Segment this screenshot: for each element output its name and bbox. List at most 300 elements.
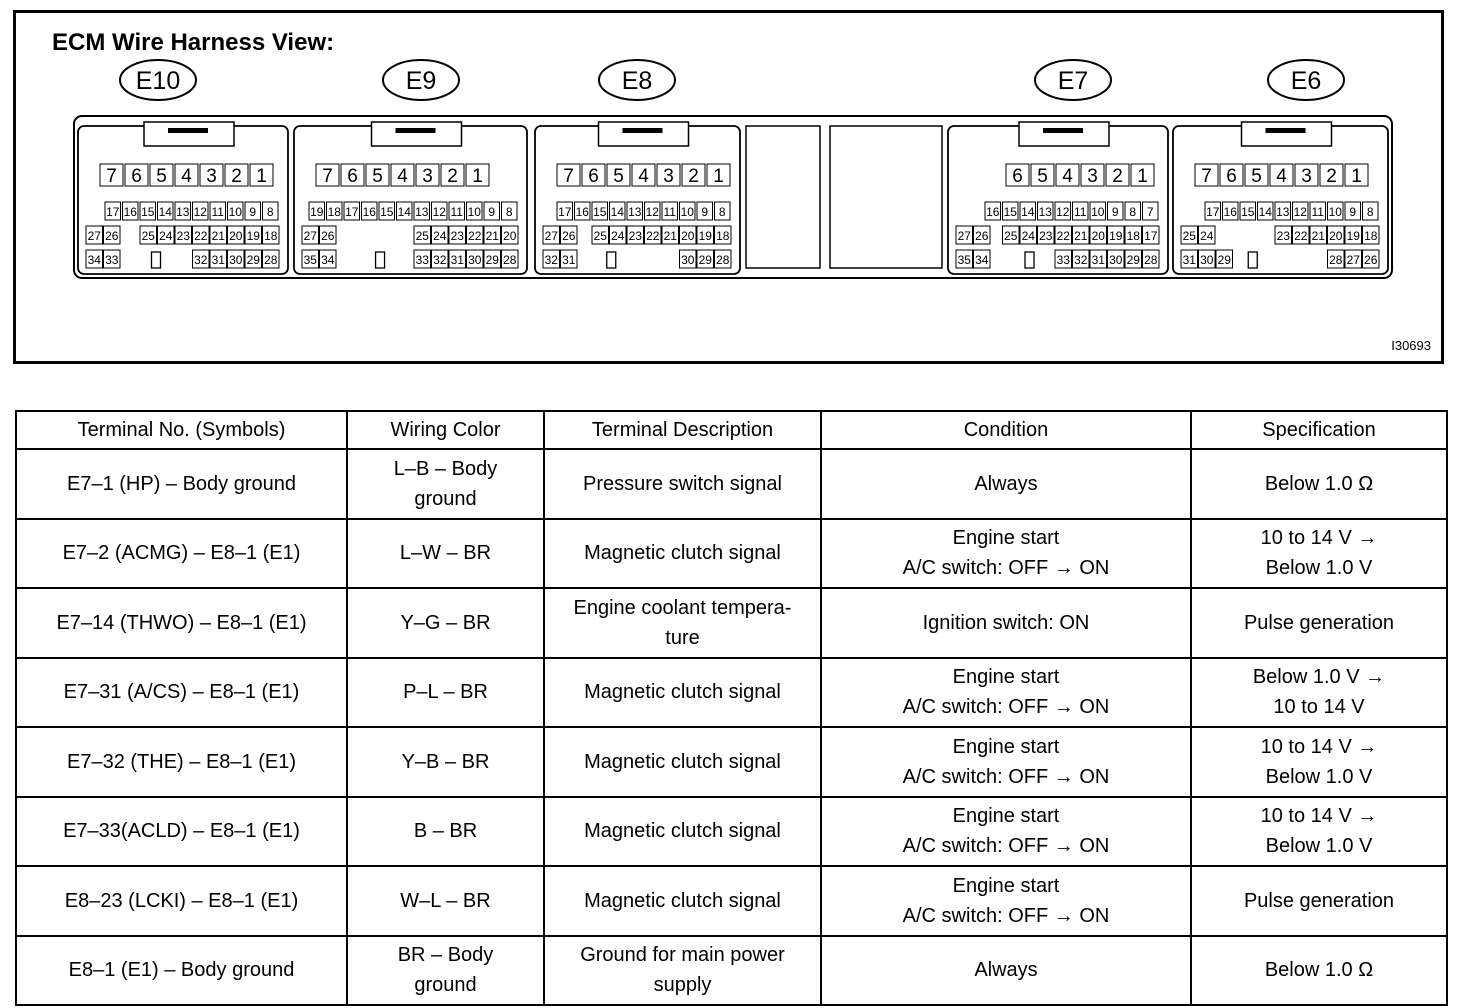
cell-specification [1191, 727, 1447, 797]
pin-number: 17 [345, 205, 359, 219]
pin-number: 5 [156, 166, 167, 187]
blank-cavity [830, 126, 942, 268]
pin-number: 8 [266, 205, 274, 219]
cell-wiring-color [347, 797, 544, 867]
pin-number: 4 [181, 166, 192, 187]
cell-terminal [16, 658, 347, 728]
figure-code: I30693 [1391, 338, 1431, 353]
pin-number: 14 [158, 205, 172, 219]
pin-number: 9 [1111, 205, 1119, 219]
pin-number: 5 [1251, 166, 1262, 187]
pin-number: 31 [450, 253, 464, 267]
cell-text: Engine start [952, 874, 1060, 897]
cell-specification [1191, 797, 1447, 867]
pin-number: 19 [1109, 229, 1123, 243]
pin-number: 18 [1126, 229, 1140, 243]
connector-latch [372, 122, 462, 146]
pin-number: 15 [1003, 205, 1017, 219]
pin-number: 11 [1074, 205, 1087, 219]
cell-text: 10 to 14 V → [1260, 527, 1378, 550]
cell-description [544, 658, 821, 728]
pin-number: 33 [415, 253, 429, 267]
pin-number: 24 [433, 229, 447, 243]
pin-number: 26 [105, 229, 119, 243]
cell-text: ture [665, 626, 700, 649]
cell-text: Magnetic clutch signal [584, 820, 781, 843]
header-terminal: Terminal No. (Symbols) [16, 411, 347, 449]
latch-slot [168, 128, 208, 133]
pin-number: 20 [229, 229, 243, 243]
pin-number: 11 [450, 205, 463, 219]
pin-number: 34 [87, 253, 101, 267]
pin-number: 31 [1091, 253, 1105, 267]
pin-number: 1 [256, 166, 267, 187]
pin-number: 17 [1206, 205, 1220, 219]
pin-number: 8 [1366, 205, 1374, 219]
pin-number: 26 [1364, 253, 1378, 267]
pin-number: 17 [106, 205, 120, 219]
pin-number: 23 [1039, 229, 1053, 243]
pin-number: 3 [206, 166, 217, 187]
cell-text: E7–14 (THWO) – E8–1 (E1) [56, 611, 307, 634]
cell-text: L–B – Body [393, 457, 498, 480]
cell-text: E8–1 (E1) – Body ground [68, 959, 295, 982]
pin-number: 14 [397, 205, 411, 219]
pin-number: 33 [1056, 253, 1070, 267]
pin-number: 16 [123, 205, 137, 219]
cell-terminal [16, 449, 347, 519]
cell-text: supply [653, 974, 712, 997]
pin-number: 6 [1226, 166, 1237, 187]
cell-description [544, 936, 821, 1006]
pin-number: 27 [544, 229, 558, 243]
terminal-spec-table [15, 410, 1448, 1006]
table-row [16, 936, 1447, 1006]
pin-number: 34 [321, 253, 335, 267]
pin-number: 7 [322, 166, 333, 187]
pin-number: 1 [1137, 166, 1148, 187]
connector-key [607, 252, 616, 268]
pin-number: 16 [362, 205, 376, 219]
pin-number: 1 [1351, 166, 1362, 187]
cell-wiring-color [347, 727, 544, 797]
pin-number: 10 [1091, 205, 1105, 219]
pin-number: 5 [372, 166, 383, 187]
pin-number: 15 [141, 205, 155, 219]
cell-text: A/C switch: OFF → ON [902, 696, 1110, 719]
pin-number: 18 [327, 205, 341, 219]
pin-number: 7 [1146, 205, 1154, 219]
pin-number: 30 [1200, 253, 1214, 267]
cell-description [544, 797, 821, 867]
harness-diagram-frame [13, 10, 1444, 364]
cell-text: Pulse generation [1243, 611, 1395, 634]
pin-number: 1 [713, 166, 724, 187]
cell-description [544, 449, 821, 519]
pin-number: 4 [1062, 166, 1073, 187]
pin-number: 10 [228, 205, 242, 219]
pin-number: 32 [433, 253, 447, 267]
pin-number: 11 [211, 205, 224, 219]
pin-number: 8 [1129, 205, 1137, 219]
pin-number: 12 [645, 205, 659, 219]
pin-number: 20 [681, 229, 695, 243]
cell-text: Engine start [952, 735, 1060, 758]
pin-number: 19 [310, 205, 324, 219]
cell-text: Below 1.0 Ω [1264, 959, 1374, 982]
header-terminal-description: Terminal Description [544, 411, 821, 449]
pin-number: 12 [1056, 205, 1070, 219]
cell-text: Below 1.0 V → [1252, 666, 1386, 689]
cell-terminal [16, 797, 347, 867]
cell-text: Engine start [952, 527, 1060, 550]
cell-text: Below 1.0 V [1265, 557, 1373, 580]
pin-number: 13 [1038, 205, 1052, 219]
cell-text: A/C switch: OFF → ON [902, 904, 1110, 927]
pin-number: 31 [1182, 253, 1196, 267]
table-row [16, 866, 1447, 936]
pin-number: 8 [505, 205, 513, 219]
pin-number: 15 [380, 205, 394, 219]
diagram-title: ECM Wire Harness View: [52, 29, 335, 56]
pin-number: 29 [485, 253, 499, 267]
pin-number: 4 [397, 166, 408, 187]
cell-condition [821, 449, 1191, 519]
pin-number: 30 [681, 253, 695, 267]
connector-body [535, 126, 740, 274]
pin-number: 5 [613, 166, 624, 187]
cell-specification [1191, 936, 1447, 1006]
pin-number: 15 [593, 205, 607, 219]
connector-label: E9 [405, 67, 437, 95]
cell-text: L–W – BR [399, 542, 492, 565]
cell-text: E8–23 (LCKI) – E8–1 (E1) [64, 889, 299, 912]
pin-number: 25 [415, 229, 429, 243]
connector-latch [1242, 122, 1332, 146]
pin-number: 19 [698, 229, 712, 243]
cell-wiring-color [347, 658, 544, 728]
pin-number: 14 [1021, 205, 1035, 219]
pin-number: 17 [558, 205, 572, 219]
pin-number: 21 [1311, 229, 1325, 243]
pin-number: 22 [1056, 229, 1070, 243]
pin-number: 28 [1144, 253, 1158, 267]
pin-number: 24 [159, 229, 173, 243]
cell-text: Magnetic clutch signal [584, 681, 781, 704]
header-wiring-color: Wiring Color [347, 411, 544, 449]
pin-number: 15 [1241, 205, 1255, 219]
cell-text: A/C switch: OFF → ON [902, 557, 1110, 580]
pin-number: 20 [1091, 229, 1105, 243]
pin-number: 12 [1293, 205, 1307, 219]
pin-number: 21 [663, 229, 677, 243]
pin-number: 28 [1329, 253, 1343, 267]
connector-key [152, 252, 161, 268]
pin-number: 28 [264, 253, 278, 267]
pin-number: 7 [106, 166, 117, 187]
pin-number: 6 [131, 166, 142, 187]
cell-wiring-color [347, 449, 544, 519]
pin-number: 3 [1301, 166, 1312, 187]
pin-number: 30 [468, 253, 482, 267]
pin-number: 1 [472, 166, 483, 187]
pin-number: 22 [468, 229, 482, 243]
cell-text: E7–31 (A/CS) – E8–1 (E1) [63, 681, 300, 704]
pin-number: 22 [646, 229, 660, 243]
cell-specification [1191, 658, 1447, 728]
pin-number: 29 [698, 253, 712, 267]
pin-number: 24 [611, 229, 625, 243]
pin-number: 4 [1276, 166, 1287, 187]
pin-number: 24 [1021, 229, 1035, 243]
cell-description [544, 727, 821, 797]
pin-number: 16 [986, 205, 1000, 219]
pin-number: 9 [488, 205, 496, 219]
cell-text: A/C switch: OFF → ON [902, 765, 1110, 788]
pin-number: 19 [246, 229, 260, 243]
cell-condition [821, 936, 1191, 1006]
pin-number: 22 [194, 229, 208, 243]
cell-condition [821, 866, 1191, 936]
pin-number: 29 [1126, 253, 1140, 267]
pin-number: 2 [688, 166, 699, 187]
cell-text: Engine start [952, 805, 1060, 828]
pin-number: 34 [975, 253, 989, 267]
pin-number: 27 [303, 229, 317, 243]
connector-body [1173, 126, 1388, 274]
table-row [16, 797, 1447, 867]
pin-number: 16 [1223, 205, 1237, 219]
pin-number: 17 [1144, 229, 1158, 243]
cell-text: Engine coolant tempera- [573, 596, 792, 619]
cell-condition [821, 727, 1191, 797]
pin-number: 31 [211, 253, 225, 267]
cell-text: Always [974, 472, 1038, 495]
cell-condition [821, 658, 1191, 728]
cell-description [544, 519, 821, 589]
cell-text: P–L – BR [403, 681, 488, 704]
pin-number: 19 [1346, 229, 1360, 243]
harness-diagram [16, 13, 1441, 361]
pin-number: 24 [1200, 229, 1214, 243]
latch-slot [1266, 128, 1306, 133]
pin-number: 26 [562, 229, 576, 243]
cell-description [544, 588, 821, 658]
connector-label: E6 [1290, 67, 1322, 95]
cell-text: Magnetic clutch signal [584, 542, 781, 565]
header-condition: Condition [821, 411, 1191, 449]
pin-number: 29 [246, 253, 260, 267]
cell-text: A/C switch: OFF → ON [902, 835, 1110, 858]
pin-number: 2 [1112, 166, 1123, 187]
pin-number: 13 [1276, 205, 1290, 219]
pin-number: 6 [347, 166, 358, 187]
cell-description [544, 866, 821, 936]
pin-number: 23 [1276, 229, 1290, 243]
table-row [16, 519, 1447, 589]
pin-number: 26 [321, 229, 335, 243]
latch-slot [396, 128, 436, 133]
pin-number: 28 [503, 253, 517, 267]
connector-label: E8 [621, 67, 653, 95]
cell-terminal [16, 936, 347, 1006]
cell-text: Below 1.0 V [1265, 765, 1373, 788]
pin-number: 22 [1294, 229, 1308, 243]
pin-number: 23 [450, 229, 464, 243]
pin-number: 32 [1074, 253, 1088, 267]
table-row [16, 449, 1447, 519]
pin-number: 35 [303, 253, 317, 267]
cell-text: 10 to 14 V [1273, 696, 1365, 719]
pin-number: 3 [663, 166, 674, 187]
pin-number: 20 [1329, 229, 1343, 243]
pin-number: 12 [432, 205, 446, 219]
cell-text: 10 to 14 V → [1260, 805, 1378, 828]
cell-text: E7–1 (HP) – Body ground [66, 472, 297, 495]
connector-label: E7 [1057, 67, 1089, 95]
table-row [16, 727, 1447, 797]
connector-body [78, 126, 288, 274]
pin-number: 16 [575, 205, 589, 219]
pin-number: 12 [193, 205, 207, 219]
pin-number: 20 [503, 229, 517, 243]
pin-number: 23 [628, 229, 642, 243]
latch-slot [623, 128, 663, 133]
pin-number: 4 [638, 166, 649, 187]
pin-number: 21 [211, 229, 225, 243]
pin-number: 32 [544, 253, 558, 267]
connector-body [294, 126, 527, 274]
cell-text: Magnetic clutch signal [584, 889, 781, 912]
pin-number: 25 [1004, 229, 1018, 243]
table-row [16, 658, 1447, 728]
pin-number: 21 [1074, 229, 1088, 243]
pin-number: 5 [1037, 166, 1048, 187]
connector-body [948, 126, 1168, 274]
connector-label: E10 [135, 67, 181, 95]
pin-number: 7 [1201, 166, 1212, 187]
pin-number: 25 [593, 229, 607, 243]
pin-number: 27 [87, 229, 101, 243]
pin-number: 27 [957, 229, 971, 243]
pin-number: 10 [1328, 205, 1342, 219]
cell-text: Y–G – BR [400, 611, 491, 634]
pin-number: 6 [1012, 166, 1023, 187]
cell-text: Pulse generation [1243, 889, 1395, 912]
pin-number: 10 [467, 205, 481, 219]
cell-wiring-color [347, 866, 544, 936]
pin-number: 30 [229, 253, 243, 267]
cell-text: Magnetic clutch signal [584, 750, 781, 773]
pin-number: 11 [663, 205, 676, 219]
connector-key [1248, 252, 1257, 268]
table-header-row [16, 411, 1447, 449]
cell-specification [1191, 449, 1447, 519]
pin-number: 8 [718, 205, 726, 219]
pin-number: 13 [176, 205, 190, 219]
table-body [16, 449, 1447, 1005]
cell-text: E7–33(ACLD) – E8–1 (E1) [63, 820, 300, 843]
pin-number: 11 [1311, 205, 1324, 219]
connector-latch [144, 122, 234, 146]
cell-text: Always [974, 959, 1038, 982]
pin-number: 2 [231, 166, 242, 187]
pin-number: 9 [249, 205, 257, 219]
cell-text: ground [414, 487, 477, 510]
cell-text: B – BR [413, 820, 478, 843]
pin-number: 18 [716, 229, 730, 243]
cell-text: W–L – BR [400, 889, 491, 912]
cell-text: E7–2 (ACMG) – E8–1 (E1) [62, 542, 301, 565]
connector-key [1025, 252, 1034, 268]
blank-cavity [746, 126, 820, 268]
pin-number: 10 [680, 205, 694, 219]
cell-text: Pressure switch signal [583, 472, 782, 495]
pin-number: 29 [1217, 253, 1231, 267]
pin-number: 9 [1349, 205, 1357, 219]
latch-slot [1043, 128, 1083, 133]
cell-wiring-color [347, 936, 544, 1006]
table-row [16, 588, 1447, 658]
cell-text: ground [414, 974, 477, 997]
header-specification: Specification [1191, 411, 1447, 449]
pin-number: 26 [975, 229, 989, 243]
pin-number: 2 [447, 166, 458, 187]
cell-text: Below 1.0 Ω [1264, 472, 1374, 495]
cell-text: Below 1.0 V [1265, 835, 1373, 858]
cell-terminal [16, 588, 347, 658]
cell-condition [821, 519, 1191, 589]
pin-number: 3 [1087, 166, 1098, 187]
cell-text: Engine start [952, 666, 1060, 689]
cell-specification [1191, 588, 1447, 658]
pin-number: 13 [415, 205, 429, 219]
cell-terminal [16, 519, 347, 589]
pin-number: 14 [1258, 205, 1272, 219]
cell-specification [1191, 866, 1447, 936]
pin-number: 33 [105, 253, 119, 267]
pin-number: 28 [716, 253, 730, 267]
cell-wiring-color [347, 519, 544, 589]
pin-number: 30 [1109, 253, 1123, 267]
pin-number: 3 [422, 166, 433, 187]
pin-number: 14 [610, 205, 624, 219]
connector-latch [1019, 122, 1109, 146]
cell-wiring-color [347, 588, 544, 658]
cell-text: Ignition switch: ON [922, 611, 1090, 634]
cell-text: Y–B – BR [401, 750, 490, 773]
pin-number: 31 [562, 253, 576, 267]
connector-key [376, 252, 385, 268]
cell-text: E7–32 (THE) – E8–1 (E1) [67, 750, 296, 773]
pin-number: 18 [1364, 229, 1378, 243]
connector-latch [599, 122, 689, 146]
pin-number: 21 [485, 229, 499, 243]
cell-condition [821, 797, 1191, 867]
pin-number: 9 [701, 205, 709, 219]
cell-text: Ground for main power [580, 944, 785, 967]
pin-number: 27 [1346, 253, 1360, 267]
pin-number: 35 [957, 253, 971, 267]
pin-number: 25 [141, 229, 155, 243]
cell-condition [821, 588, 1191, 658]
pin-number: 18 [264, 229, 278, 243]
cell-specification [1191, 519, 1447, 589]
pin-number: 25 [1182, 229, 1196, 243]
pin-number: 2 [1326, 166, 1337, 187]
pin-number: 32 [194, 253, 208, 267]
cell-terminal [16, 727, 347, 797]
